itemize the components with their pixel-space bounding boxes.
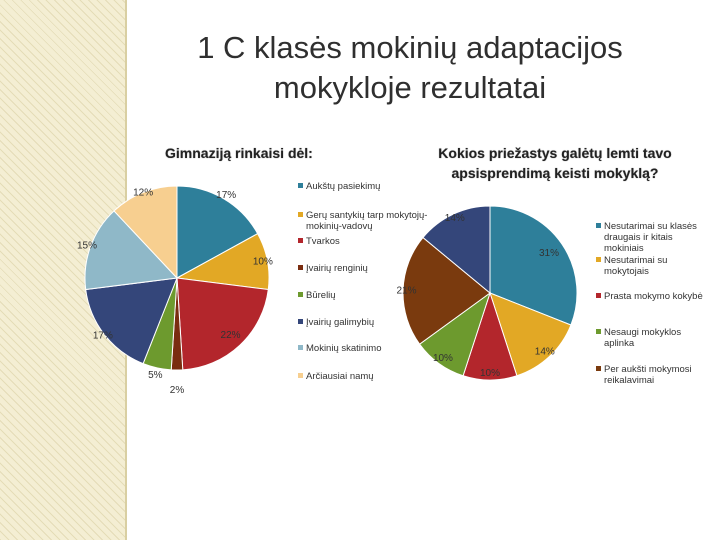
pie2-data-label-5: 21% [396,285,417,297]
pie2-legend-swatch-1 [596,223,601,228]
pie1-legend-swatch-2 [298,212,303,217]
pie1-data-label-2: 10% [252,256,273,268]
pie1-legend-label-7: Mokinių skatinimo [306,343,382,354]
title-line-2: mokykloje rezultatai [273,70,547,105]
pie2-legend-label-1: draugais ir kitais [604,232,673,243]
pie2-legend-label-4: aplinka [604,338,635,349]
pie1-data-label-5: 5% [148,369,163,381]
pie1-legend-swatch-8 [298,373,303,378]
pie1-legend-label-3: Tvarkos [306,236,340,247]
pie2-legend-label-3: Prasta mokymo kokybė [604,291,703,302]
pie1-legend-swatch-3 [298,238,303,243]
pie2-legend-label-2: Nesutarimai su [604,255,668,266]
pie2-legend-swatch-5 [596,366,601,371]
title-line-1: 1 C klasės mokinių adaptacijos [197,30,623,65]
pie1-legend-label-8: Arčiausiai namų [306,371,374,382]
pie2-legend-label-4: Nesaugi mokyklos [604,327,682,338]
pie1-legend-label-2: Gerų santykių tarp mokytojų- [306,210,428,221]
pie1-data-label-8: 12% [133,187,154,199]
pie1-legend-label-6: Įvairių galimybių [306,317,375,328]
pie2-legend-swatch-4 [596,329,601,334]
pie1-slice-3 [177,278,268,370]
pie2-legend-swatch-2 [596,257,601,262]
pie1-data-label-6: 17% [92,330,113,342]
pie1-data-label-7: 15% [76,240,97,252]
chart1-title: Gimnaziją rinkaisi dėl: [165,145,313,161]
pie2-legend-label-1: mokiniais [604,243,644,254]
pie2-data-label-2: 14% [534,346,555,358]
pie1-legend-swatch-5 [298,292,303,297]
pie2-data-label-3: 10% [479,368,501,380]
pie2-legend-swatch-3 [596,293,601,298]
chart2-title: Kokios priežastys galėtų lemti tavo apsisprendimą keisti mokyklą? [438,145,672,181]
pie1-legend-swatch-1 [298,183,303,188]
pie1-legend-label-5: Būrelių [306,290,336,301]
pie2-data-label-6: 14% [444,213,465,225]
pie1-legend-label-2: mokinių-vadovų [306,221,373,232]
pie1-legend-swatch-6 [298,319,303,324]
pie2-legend-label-1: Nesutarimai su klasės [604,221,697,232]
pie2-legend-label-2: mokytojais [604,266,649,277]
pie2-legend-label-5: reikalavimai [604,375,655,386]
pie2-data-label-1: 31% [538,247,560,259]
pie2-data-label-4: 10% [432,352,453,364]
pie2-legend-label-5: Per aukšti mokymosi [604,364,692,375]
pie1-legend-label-1: Aukštų pasiekimų [306,181,381,192]
pie1-legend-swatch-7 [298,345,303,350]
pie1-legend-label-4: Įvairių renginių [306,263,368,274]
pie1-data-label-3: 22% [220,330,241,342]
pie1-data-label-4: 2% [169,385,185,397]
pie1-data-label-1: 17% [216,189,237,201]
pie1-legend-swatch-4 [298,265,303,270]
